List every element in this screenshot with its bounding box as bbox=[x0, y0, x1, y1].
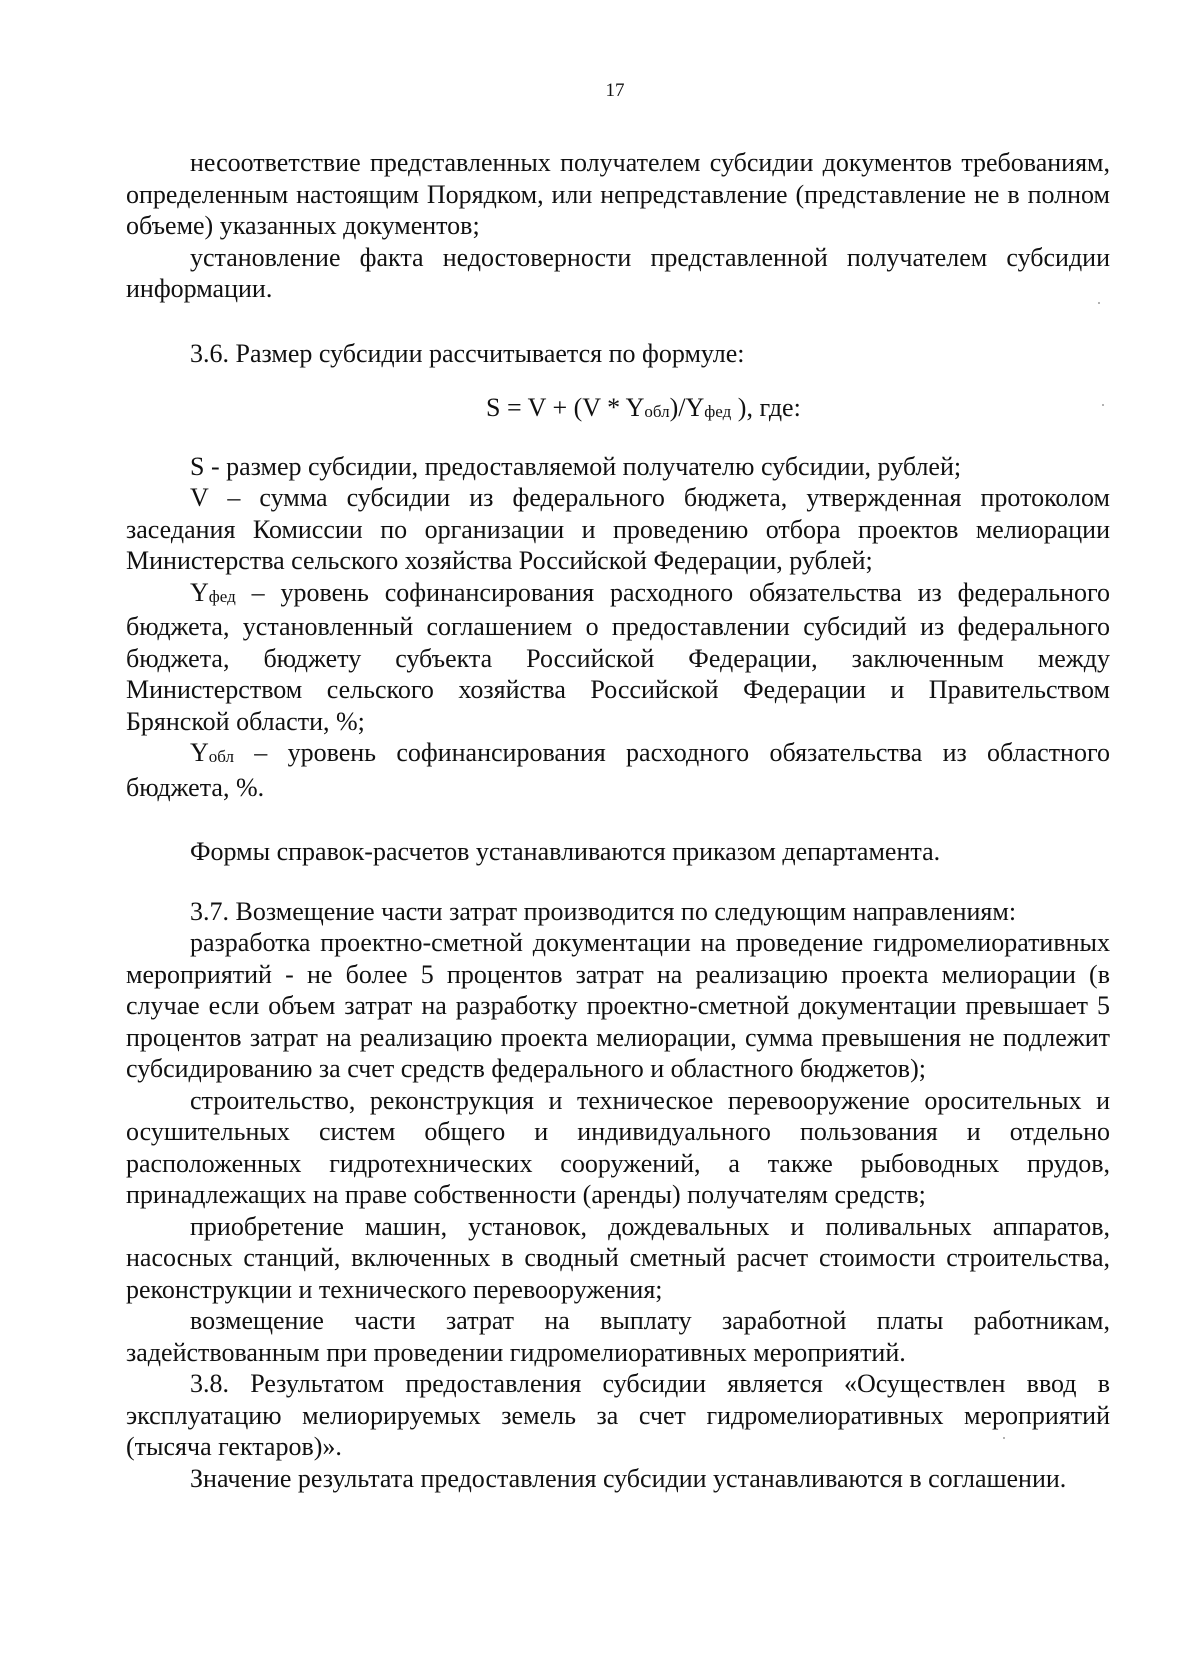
section-3-8-paragraph: 3.8. Результатом предоставления субсидии является «Осуществлен ввод в эксплуатацию мелиорируемых земель за счет гидромелиоративных мероприятий (тысяча гектаров)». bbox=[126, 1369, 1110, 1461]
paragraph: несоответствие представленных получателем субсидии документов требованиям, определенным настоящим Порядком, или непредставление (представление не в полном объеме) указанных документов; bbox=[126, 148, 1110, 240]
subsidy-formula bbox=[126, 392, 1110, 427]
scan-speck bbox=[1102, 404, 1104, 406]
paragraph: установление факта недостоверности представленной получателем субсидии информации. bbox=[126, 242, 1110, 303]
section-3-7-heading: 3.7. Возмещение части затрат производится по следующим направлениям: bbox=[190, 896, 1017, 926]
scan-speck bbox=[1003, 1437, 1005, 1439]
formula-mid: )/Y bbox=[669, 393, 705, 422]
paragraph: строительство, реконструкция и техническое перевооружение оросительных и осушительных систем общего и индивидуального пользования и отдельно расположенных гидротехнических сооружений, а также рыбоводных прудов, принадлежащих на праве собственности (аренды) получателям средств; bbox=[126, 1085, 1110, 1209]
paragraph: разработка проектно-сметной документации на проведение гидромелиоративных мероприятий - не более 5 процентов затрат на реализацию проекта мелиорации (в случае если объем затрат на разработку проектно-сметной документации превышает 5 процентов затрат на реализацию проекта мелиорации, сумма превышения не подлежит субсидированию за счет средств федерального и областного бюджетов); bbox=[126, 928, 1110, 1083]
variable-subscript: обл bbox=[208, 747, 234, 766]
paragraph-y-fed bbox=[126, 577, 1110, 738]
paragraph: V – сумма субсидии из федерального бюджета, утвержденная протоколом заседания Комиссии по организации и проведению отбора проектов мелиорации Министерства сельского хозяйства Российской Федерации, рублей; bbox=[126, 483, 1110, 575]
page-number: 17 bbox=[605, 80, 625, 101]
variable-y: Y bbox=[190, 577, 209, 607]
paragraph: Формы справок-расчетов устанавливаются приказом департамента. bbox=[190, 837, 941, 866]
formula-subscript-obl: обл bbox=[644, 402, 670, 421]
formula-subscript-fed: фед bbox=[704, 402, 732, 421]
paragraph-text: – уровень софинансирования расходного обязательства из федерального бюджета, установленный соглашением о предоставлении субсидий из федерального бюджета, бюджету субъекта Российской Федерации, заключенным между Министерством сельского хозяйства Российской Федерации и Правительством Брянской области, %; bbox=[126, 577, 1110, 736]
variable-y: Y bbox=[190, 738, 209, 767]
scan-speck bbox=[1098, 302, 1100, 304]
paragraph: S - размер субсидии, предоставляемой получателю субсидии, рублей; bbox=[190, 451, 962, 481]
paragraph: возмещение части затрат на выплату заработной платы работникам, задействованным при проведении гидромелиоративных мероприятий. bbox=[126, 1306, 1110, 1367]
paragraph: приобретение машин, установок, дождевальных и поливальных аппаратов, насосных станций, включенных в сводный сметный расчет стоимости строительства, реконструкции и технического перевооружения; bbox=[126, 1211, 1110, 1304]
paragraph-y-obl bbox=[126, 737, 1110, 803]
paragraph-text: – уровень софинансирования расходного обязательства из областного бюджета, %. bbox=[126, 738, 1110, 802]
paragraph: Значение результата предоставления субсидии устанавливаются в соглашении. bbox=[190, 1463, 1067, 1493]
variable-subscript: фед bbox=[208, 586, 236, 606]
formula-rhs: ), где: bbox=[731, 393, 801, 422]
formula-lhs: S = V + (V * Y bbox=[486, 393, 645, 422]
document-body bbox=[126, 147, 1110, 1494]
section-3-6-heading: 3.6. Размер субсидии рассчитывается по формуле: bbox=[190, 338, 745, 368]
